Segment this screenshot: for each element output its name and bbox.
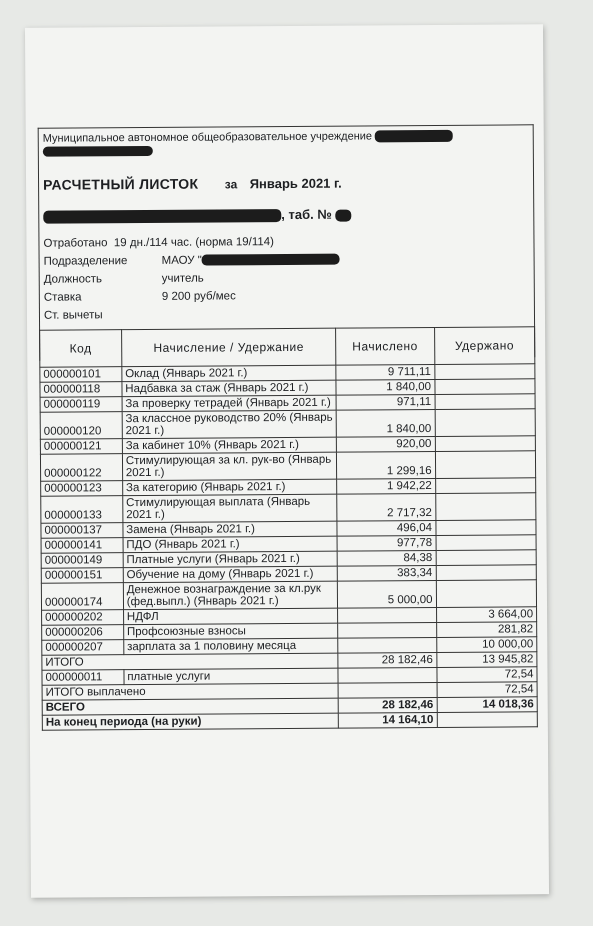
row-item: За категорию (Январь 2021 г.) (122, 479, 336, 495)
redacted-mark (335, 209, 351, 221)
row-withheld (435, 451, 536, 479)
header-box (38, 124, 536, 360)
rate-value: 9 200 руб/мес (161, 290, 236, 303)
row-code: 000000207 (42, 640, 124, 656)
redacted-mark (202, 254, 340, 266)
position-value: учитель (161, 272, 204, 285)
row-accrued (338, 637, 436, 653)
end-period-withheld (437, 712, 538, 728)
paid-total-withheld: 72,54 (437, 682, 538, 698)
row-item: Оклад (Январь 2021 г.) (122, 365, 336, 381)
row-accrued: 9 711,11 (336, 364, 434, 380)
row-withheld (435, 493, 536, 521)
row-item: Замена (Январь 2021 г.) (123, 521, 337, 537)
title-row (43, 175, 342, 195)
row-item: За кабинет 10% (Январь 2021 г.) (122, 437, 336, 453)
row-item: ПДО (Январь 2021 г.) (123, 536, 337, 552)
rate-label: Ставка (43, 291, 82, 304)
organization-line: Муниципальное автономное общеобразовательное учреждение (42, 130, 373, 145)
row-withheld (436, 565, 537, 581)
row-code: 000000118 (40, 382, 122, 398)
row-code: 000000119 (40, 397, 122, 413)
row-withheld (435, 436, 536, 452)
row-accrued: 496,04 (337, 520, 435, 536)
total-withheld: 13 945,82 (436, 652, 537, 668)
row-code: 000000133 (41, 496, 123, 524)
row-item: НДФЛ (123, 608, 337, 624)
table-header-row (40, 327, 535, 367)
row-accrued: 84,38 (337, 550, 435, 566)
row-item: Стимулирующая выплата (Январь 2021 г.) (123, 494, 338, 522)
rate-row (44, 287, 236, 306)
row-item: зарплата за 1 половину месяца (124, 638, 338, 654)
row-item: платные услуги (124, 668, 338, 684)
table-row (41, 580, 536, 610)
row-withheld (435, 409, 536, 437)
total-accrued: 28 182,46 (338, 652, 436, 668)
row-accrued (338, 622, 436, 638)
redacted-mark (43, 146, 153, 157)
deductions-row (44, 306, 103, 324)
row-item: Надбавка за стаж (Январь 2021 г.) (122, 380, 336, 396)
position-label: Должность (43, 273, 102, 286)
title-for: за (224, 177, 238, 192)
department-row (44, 251, 340, 271)
row-code: 000000137 (41, 523, 123, 539)
row-accrued (338, 667, 436, 683)
row-accrued: 1 942,22 (337, 478, 435, 494)
row-withheld (436, 535, 537, 551)
row-withheld (434, 364, 535, 380)
row-withheld: 281,82 (436, 622, 537, 638)
grand-total-accrued: 28 182,46 (338, 697, 436, 713)
worked-row (43, 233, 274, 253)
row-withheld: 3 664,00 (436, 607, 537, 623)
row-item: Платные услуги (Январь 2021 г.) (123, 551, 337, 567)
header-accrued: Начислено (336, 327, 435, 365)
end-period-accrued: 14 164,10 (338, 712, 436, 728)
redacted-mark (43, 209, 281, 224)
pay-period: Январь 2021 г. (249, 175, 342, 192)
row-withheld (435, 394, 536, 410)
position-row (44, 270, 204, 289)
row-code: 000000174 (41, 583, 123, 611)
row-code: 000000011 (42, 670, 124, 686)
deductions-label: Ст. вычеты (43, 309, 103, 322)
row-withheld (435, 520, 536, 536)
row-code: 000000149 (41, 553, 123, 569)
row-accrued: 1 299,16 (337, 451, 436, 479)
row-withheld: 10 000,00 (436, 637, 537, 653)
row-item: Денежное вознаграждение за кл.рук (фед.выпл.) (Январь 2021 г.) (123, 581, 338, 609)
row-item: За классное руководство 20% (Январь 2021 г.) (122, 410, 337, 438)
row-item: Стимулирующая за кл. рук-во (Январь 2021 г.) (122, 452, 337, 480)
row-withheld (436, 580, 537, 608)
worked-label: Отработано (43, 237, 108, 250)
header-code: Код (40, 330, 122, 368)
end-period-row (42, 712, 537, 730)
employee-suffix: , таб. № (281, 206, 332, 223)
row-accrued (338, 607, 436, 623)
table-row (40, 451, 535, 481)
row-accrued: 1 840,00 (336, 409, 435, 437)
payslip-table (39, 326, 538, 730)
row-code: 000000121 (40, 439, 122, 455)
table-row (41, 493, 536, 523)
row-accrued: 383,34 (337, 565, 435, 581)
row-withheld (436, 550, 537, 566)
row-withheld (435, 478, 536, 494)
department-label: Подразделение (43, 255, 128, 268)
document-title: РАСЧЕТНЫЙ ЛИСТОК (43, 175, 199, 193)
organization-name (43, 129, 503, 158)
department-value: МАОУ " (161, 254, 202, 267)
row-code: 000000123 (41, 481, 123, 497)
row-code: 000000202 (42, 610, 124, 626)
row-accrued: 920,00 (336, 436, 434, 452)
row-code: 000000141 (41, 538, 123, 554)
row-accrued: 2 717,32 (337, 493, 436, 521)
row-withheld: 72,54 (436, 667, 537, 683)
row-item: Обучение на дому (Январь 2021 г.) (123, 566, 337, 582)
row-code: 000000206 (42, 625, 124, 641)
table-row (40, 409, 535, 439)
end-period-label: На конец периода (на руки) (42, 713, 338, 730)
paid-total-label: ИТОГО выплачено (42, 683, 338, 700)
redacted-mark (375, 130, 453, 143)
row-withheld (434, 379, 535, 395)
row-code: 000000120 (40, 412, 122, 440)
row-item: Профсоюзные взносы (123, 623, 337, 639)
row-code: 000000151 (41, 568, 123, 584)
row-code: 000000101 (40, 367, 122, 383)
row-accrued: 977,78 (337, 535, 435, 551)
row-item: За проверку тетрадей (Январь 2021 г.) (122, 395, 336, 411)
grand-total-withheld: 14 018,36 (437, 697, 538, 713)
row-code: 000000122 (40, 454, 122, 482)
employee-row (43, 207, 351, 224)
row-accrued: 971,11 (336, 394, 434, 410)
payslip-paper (25, 24, 549, 898)
row-accrued: 1 840,00 (336, 379, 434, 395)
worked-value: 19 дн./114 час. (норма 19/114) (113, 236, 275, 250)
row-accrued: 5 000,00 (337, 580, 436, 608)
header-withheld: Удержано (434, 327, 535, 365)
total-label: ИТОГО (42, 653, 338, 670)
header-item: Начисление / Удержание (121, 328, 336, 366)
paid-total-accrued (338, 682, 436, 698)
grand-total-label: ВСЕГО (42, 698, 338, 715)
